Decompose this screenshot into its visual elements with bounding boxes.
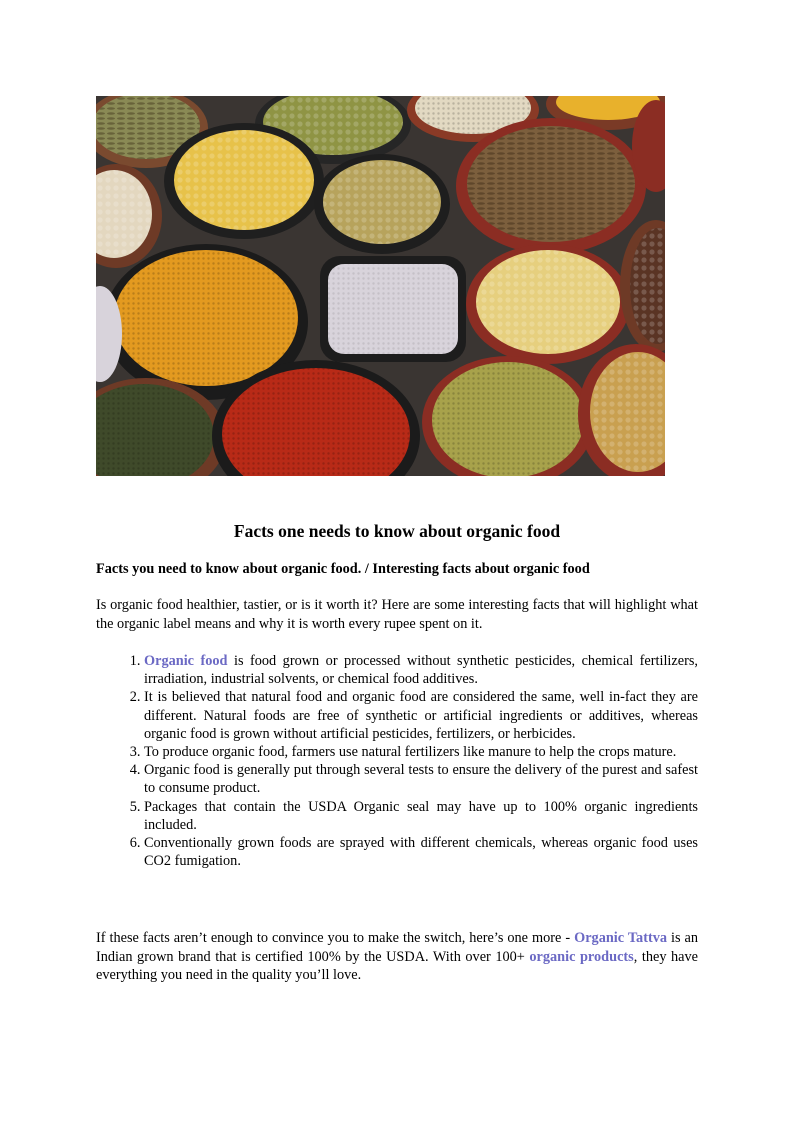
closing-paragraph — [96, 929, 698, 985]
spices-illustration — [96, 96, 665, 476]
intro-paragraph: Is organic food healthier, tastier, or is it worth it? Here are some interesting facts that will highlight what the organic label means and why it is worth every rupee spent on it. — [96, 597, 698, 632]
hero-image-spices — [96, 96, 665, 476]
organic-tattva-link[interactable]: Organic Tattva — [574, 930, 668, 946]
closing-text-2: is an Indian grown brand that is certified 100% by the USDA. With over 100+ — [96, 930, 698, 965]
closing-text-3: , they have everything you need in the quality you’ll love. — [96, 948, 698, 983]
article-subtitle: Facts you need to know about organic food. / Interesting facts about organic food — [96, 561, 590, 577]
fact-1-text: is food grown or processed without synthetic pesticides, chemical fertilizers, irradiation, industrial solvents, or chemical food additives. — [144, 653, 698, 688]
fact-item-5: 5. Packages that contain the USDA Organic seal may have up to 100% organic ingredients included. — [144, 798, 698, 834]
closing-text-1: If these facts aren’t enough to convince you to make the switch, here’s one more - — [96, 930, 575, 946]
fact-item-2: 2. It is believed that natural food and organic food are considered the same, well in-fact they are different. Natural foods are free of synthetic or artificial ingredients or additives, whereas organic food is grown without artificial pesticides, fertilizers, or herbicides. — [144, 688, 698, 743]
facts-list — [96, 652, 698, 870]
fact-item-6: 6. Conventionally grown foods are sprayed with different chemicals, whereas organic food uses CO2 fumigation. — [144, 834, 698, 870]
fact-item-4: 4. Organic food is generally put through several tests to ensure the delivery of the purest and safest to consume product. — [144, 761, 698, 797]
article-title: Facts one needs to know about organic food — [233, 521, 561, 541]
fact-item-1 — [144, 652, 698, 688]
fact-item-3: 3. To produce organic food, farmers use natural fertilizers like manure to help the crops mature. — [144, 743, 698, 761]
organic-products-link[interactable]: organic products — [529, 948, 634, 965]
organic-food-link[interactable]: Organic food — [144, 653, 228, 669]
